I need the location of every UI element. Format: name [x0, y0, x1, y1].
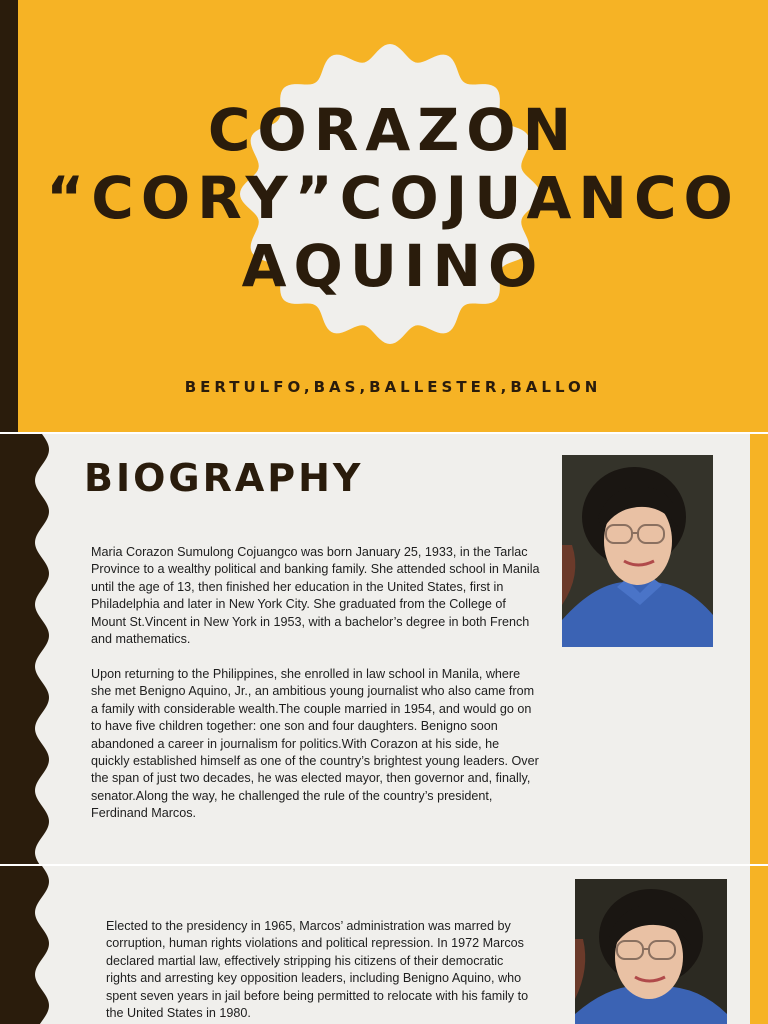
wavy-left-border: [0, 866, 60, 1024]
title-line-1: CORAZON: [207, 96, 579, 164]
section-heading: BIOGRAPHY: [84, 456, 364, 500]
wavy-left-border: [0, 434, 60, 864]
title-line-2: “CORY”COJUANCO: [46, 164, 740, 232]
portrait-photo: [575, 879, 727, 1024]
left-accent-bar: [0, 0, 18, 432]
presentation-title: [18, 96, 768, 300]
biography-slide: [0, 434, 768, 864]
portrait-photo: [562, 455, 713, 647]
biography-paragraph-1: Maria Corazon Sumulong Cojuangco was born January 25, 1933, in the Tarlac Province to a wealthy political and banking family. She attended school in Manila until the age of 13, then finished her education in the United States, first in Philadelphia and later in New York City. She graduated from the College of Mount St.Vincent in New York in 1953, with a bachelor’s degree in both French and mathematics.: [91, 545, 540, 647]
right-accent-stripe: [750, 434, 768, 864]
right-accent-stripe: [750, 866, 768, 1024]
authors-subtitle: BERTULFO,BAS,BALLESTER,BALLON: [184, 378, 602, 396]
marcos-slide: [0, 866, 768, 1024]
title-line-3: AQUINO: [241, 232, 545, 300]
biography-paragraph-2: Upon returning to the Philippines, she enrolled in law school in Manila, where she met Benigno Aquino, Jr., an ambitious young journalist who also came from a family with considerable wealth.The couple married in 1954, and would go on to have five children together: one son and four daughters. Benigno soon abandoned a career in journalism for politics.With Corazon at his side, he quickly established himself as one of the country’s brightest young leaders. Over the span of just two decades, he was elected mayor, then governor and, finally, senator.Along the way, he challenged the rule of the country’s president, Ferdinand Marcos.: [91, 667, 539, 821]
marcos-paragraph: Elected to the presidency in 1965, Marcos’ administration was marred by corruption, human rights violations and political repression. In 1972 Marcos declared martial law, effectively stripping his citizens of their democratic rights and arresting key opposition leaders, including Benigno Aquino, who spent seven years in jail before being permitted to relocate with his family to the United States in 1980.: [106, 919, 529, 1021]
title-slide: [0, 0, 768, 432]
